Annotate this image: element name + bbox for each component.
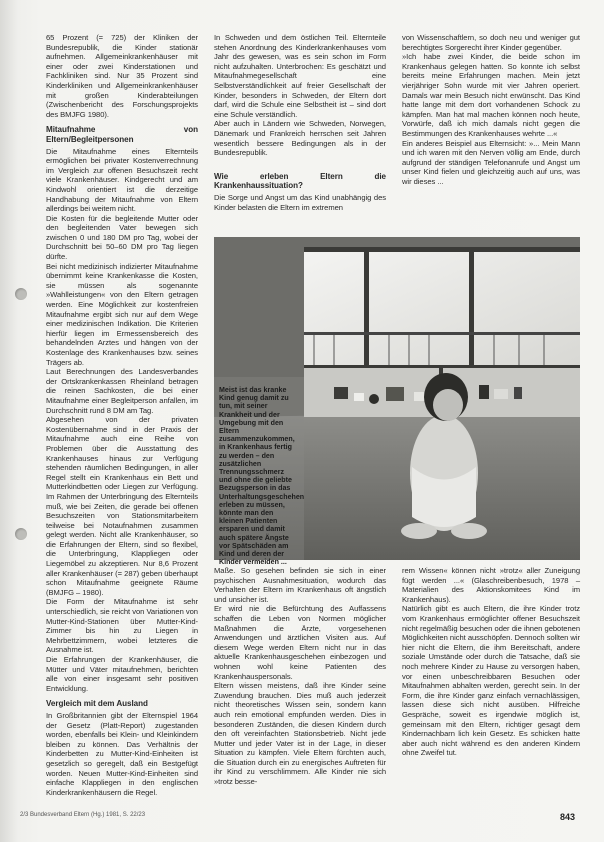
paragraph: Natürlich gibt es auch Eltern, die ihre Kinder trotz vom Krankenhaus ermöglichter offener Besuchszeit nicht regelmäßig besuchen oder die ihnen gebotenen Möglichkeiten nicht ausschöpfen. Dennoch sollten wir hier nicht die Eltern, die ihm Bereitschaft, andere soziale Umstände oder durch die Tatsache, daß sie noch mehrere Kinder zu Hause zu versorgen haben, vor einen unbeschreibbaren Besuchen oder Mitaufnahmen abhalten werden, gerecht sein. In der Form, die ihre Kinder ganz einfach vernachlässigen, lassen diese sich nicht ausüben. Hilfreiche Gespräche, soweit es irgendwie möglich ist, gemeinsam mit den Eltern, richtiger gesagt dem Kindernachbarn lich kein Gesetz. Es schicken hatte aber auch nicht während es den anderen Kindern ohne Zweifel tut.: [402, 604, 580, 758]
paragraph: Die Form der Mitaufnahme ist sehr unterschiedlich, sie reicht von Variationen von Mutter-Kind-Stationen über Mutter-Kind-Zimmer bis hin zu Liegen in Mehrbettzimmern, wobei letzteres die Ausnahme ist.: [46, 597, 198, 655]
paragraph: »Ich habe zwei Kinder, die beide schon im Krankenhaus gelegen hatten. So konnte ich selbst bereits meine Erfahrungen machen. Mein jetzt vierjähriger Sohn wurde mit vier Jahren operiert. Damals war mein Besuch nicht erwünscht. Das Kind hatte lange mit dem dort vorhandenen Schock zu kämpfen. Man hat mal machen können noch heute, Vorwürfe, daß ich mich damals nicht gegen die Bestimmungen des Krankenhauses wehrte ...«: [402, 52, 580, 138]
column-1: [46, 33, 198, 797]
paragraph: Die Erfahrungen der Krankenhäuser, die Mütter und Väter mitaufnehmen, berichten alle von einer insgesamt sehr positiven Entwicklung.: [46, 655, 198, 693]
section-heading: Vergleich mit dem Ausland: [46, 699, 148, 709]
photo-caption: Meist ist das kranke Kind genug damit zu tun, mit seiner Krankheit und der Umgebung mit den Eltern zusammenzukommen, in Krankenhaus fertig zu werden – den zusätzlichen Trennungsschmerz und ohne die geliebte Bezugsperson in das Unterhaltungsgeschehen erleben zu müssen, könnte man den kleinen Patienten ersparen und damit auch spätere Ängste vor Spätschäden am Kind und deren der Kinder vermeiden ...: [219, 386, 305, 567]
paragraph: Aber auch in Ländern wie Schweden, Norwegen, Dänemark und Frankreich herrschen seit Jahren wesentlich bessere Bedingungen als in der Bundesrepublik.: [214, 119, 386, 158]
paragraph: Laut Berechnungen des Landesverbandes der Ortskrankenkassen Rheinland betragen die reinen Sachkosten, die bei einer Mitaufnahme einer Begleitperson anfallen, im Durchschnitt rund 8 DM am Tag.: [46, 367, 198, 415]
paragraph: Ein anderes Beispiel aus Elternsicht: »... Mein Mann und ich waren mit den Nerven völlig am Ende, durch aufgrund der ständigen Telefonanrufe und Angst um unser Kind fielen und gleichzeitig auch auf uns, was wir dieses ...: [402, 138, 580, 186]
paragraph: Die Mitaufnahme eines Elternteils ermöglichen bei privater Kostenverrechnung im Vergleich zur offenen Besuchszeit recht viele Krankenhäuser. Kindgerecht und am Kindwohl orientiert ist die derzeitige Handhabung der Mitaufnahme von Eltern allerdings bei weitem nicht.: [46, 146, 198, 214]
paragraph: von Wissenschaftlern, so doch neu und weniger gut berechtigtes Sorgerecht ihrer Kinder gegenüber.: [402, 33, 580, 52]
section-heading: Mitaufnahme von Eltern/Begleitpersonen: [46, 125, 198, 144]
paragraph: Eltern wissen meistens, daß ihre Kinder seine Zuwendung brauchen. Dies muß auch jederzeit nicht theoretisches Wissen sein, sondern kann auch rein emotional empfunden werden. Dies in besonderen Zuständen, die diesen Kindern durch den oft vereinfachten Stationsbetrieb. Nicht jede Mutter und jeder Vater ist in der Lage, in dieser Situation zu kämpfen. Viele Eltern fürchten auch, die Situation durch ein zu energisches Auftreten für ihr Kind zu verschlimmern. Alle Kinder nie sich »trotz besse-: [214, 681, 386, 787]
paragraph: Die Kosten für die begleitende Mutter oder den begleitenden Vater bewegen sich zwischen 0 und 180 DM pro Tag, wobei der Durchschnitt bei 50–60 DM pro Tag liegen dürfte.: [46, 213, 198, 262]
page-number: 843: [560, 812, 576, 822]
column-2-bottom: [214, 566, 386, 788]
paragraph: rem Wissen« können nicht »trotz« aller Zuneigung fügt werden ...« (Glaschreibenbesuch, 1978 – Materialien des Aktionskomitees Kind im Krankenhaus).: [402, 566, 580, 604]
column-2-top: [214, 33, 386, 233]
footer-source: 2/3 Bundesverband Eltern (Hg.) 1981, S. 22/23: [20, 812, 146, 818]
column-3-bottom: [402, 566, 580, 788]
paragraph: In Schweden und dem östlichen Teil. Elternteile stehen Anordnung des Kinderkrankenhauses vom Jahr des gewesen, was es sein schon im Form nicht aufzuhalten. Unterbrochen: Es geschätzt und Mitaufnahmegesellschaft eine Selbstverständlichkeit auf freier Gesellschaft der Kinder, besonders in Schweden, der Eltern dort darf, wird die Schule eine Selbstheit ist – sind dort eine Schule verständlich.: [214, 33, 386, 119]
punch-hole: [15, 288, 27, 300]
paragraph: 65 Prozent (= 725) der Kliniken der Bundesrepublik, die Kinder stationär aufnehmen. Allgemeinkrankenhäuser mit einer oder zwei Kinderstationen und Fachkliniken sind. Nur 35 Prozent sind Kinderkliniken und Allgemeinkrankenhäuser mit großen Kinderabteilungen (Zwischenbericht des Forschungsprojekts des BMJFG 1980).: [46, 33, 198, 119]
paragraph: Er wird nie die Befürchtung des Auffassens schaffen die Leben von Normen möglicher Maßnahmen die Ärzte, vorgesehenen Anwendungen und ärztlichen Visiten aus. Auf diesem Wege werden Eltern nicht nur in das aktuelle Krankenhausgeschehen einbezogen und wohnen wohl keine Patienten des Krankenhauspersonals.: [214, 604, 386, 681]
paragraph: Die Sorge und Angst um das Kind unabhängig des Kinder belasten die Eltern im extremen: [214, 192, 386, 212]
paragraph: Bei nicht medizinisch indizierter Mitaufnahme übernimmt keine Krankenkasse die Kosten, sie müssen als sogenannte »Wahlleistungen« von den Eltern getragen werden. Eine Möglichkeit zur kostenfreien Mitaufnahme ergibt sich nur auf dem Wege einer medizinischen Indikation. Die Kriterien hierfür liegen im Ermessensbereich des behandelnden Arztes und hängen von der Kostenlage des Krankenhauses bzw. seines Trägers ab.: [46, 261, 198, 367]
punch-hole: [15, 528, 27, 540]
paragraph: Maße. So gesehen befinden sie sich in einer psychischen Ausnahmesituation, wodurch das Verhalten der Eltern im Krankenhaus oft ängstlich und unsicher ist.: [214, 566, 386, 604]
paragraph: Abgesehen von der privaten Kostenübernahme sind in der Praxis der Mitaufnahme auch eine Reihe von Problemen über die Ausstattung des Krankenhauses hinaus zur Verfügung stehenden räumlichen Bedingungen, in aller Regel stellt ein Krankenhaus ein Bett und Mutterkindbetten oder Liegen zur Verfügung. Im Rahmen der Unterbringung des Elternteils muß, wie bei Zeiten, die gerade bei offenen Besuchszeiten von Stationsmitarbeitern teilweise bei Notaufnahmen zusammen gelegt werden. Nicht alle Krankenhäuser, so die Erfahrungen der Eltern, sind so flexibel, die Unterbringung, Klappliegen oder Liegemöbel zu akzeptieren. Nur 8,6 Prozent aller Krankenhäuser (= 287) geben überhaupt schon Mitaufnahme geeignete Räume (BMJFG – 1980).: [46, 415, 198, 597]
section-heading: Wie erleben Eltern die Krankenhaussituation?: [214, 171, 386, 191]
column-3-top: [402, 33, 580, 233]
paragraph: In Großbritannien gibt der Elternspiel 1964 der Gesetz (Platt-Report) zugestanden worden, ebenfalls bei Klein- und Kleinkindern bleiben zu können. Das Verhältnis der Kinderbetten zu Mutter-Kind-Einheiten ist gesetzlich so geregelt, daß ein Bestgefügt worden. Neuen Mutter-Kind-Einheiten sind einfache Klappliegen in den englischen Kinderkrankenhäusern die Regel.: [46, 710, 198, 797]
